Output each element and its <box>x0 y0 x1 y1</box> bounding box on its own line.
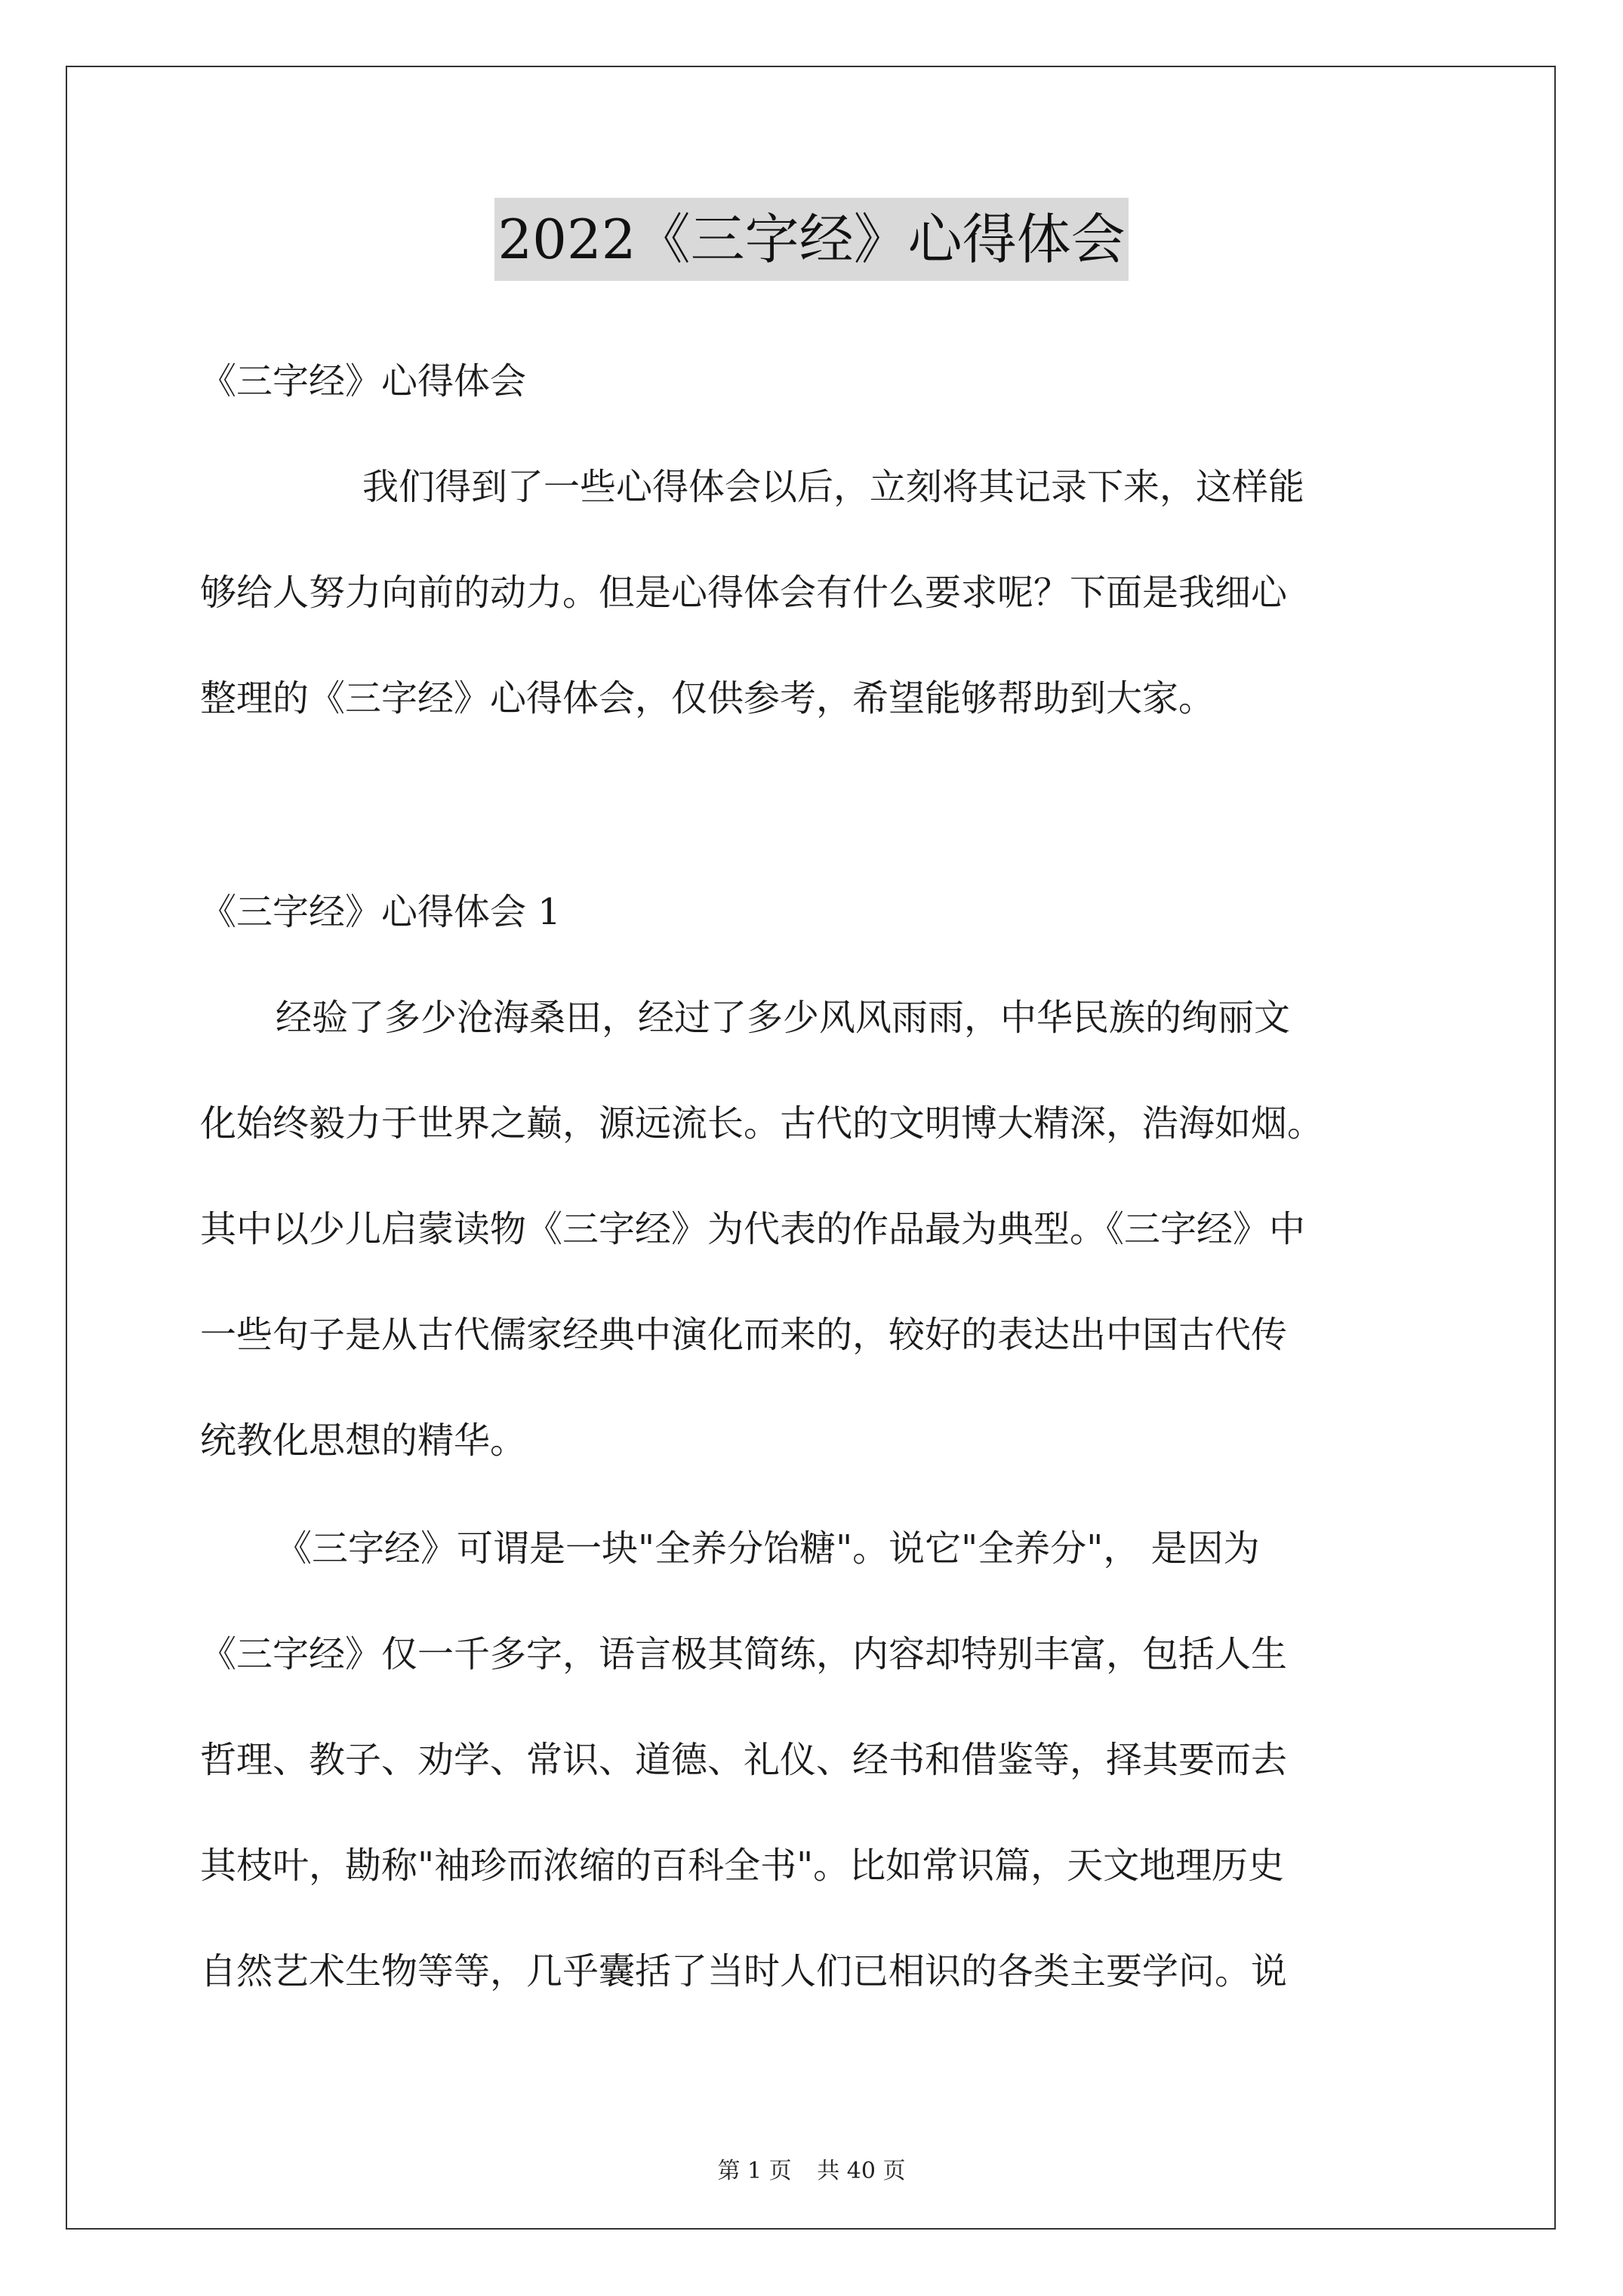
intro-line: 整理的《三字经》心得体会，仅供参考，希望能够帮助到大家。 <box>200 677 1215 720</box>
paragraph-line: 《三字经》可谓是一块"全养分饴糖"。说它"全养分"， 是因为 <box>276 1527 1260 1570</box>
section-heading: 《三字经》心得体会 1 <box>200 891 561 933</box>
paragraph-line: 统教化思想的精华。 <box>200 1419 527 1462</box>
page-number: 第 1 页 <box>717 2158 792 2184</box>
intro-line: 我们得到了一些心得体会以后，立刻将其记录下来，这样能 <box>362 466 1305 508</box>
paragraph-line: 《三字经》仅一千多字，语言极其简练，内容却特别丰富，包括人生 <box>200 1633 1288 1675</box>
document-title: 2022《三字经》心得体会 <box>494 198 1128 281</box>
paragraph-line: 一些句子是从古代儒家经典中演化而来的，较好的表达出中国古代传 <box>200 1314 1288 1356</box>
paragraph-line: 哲理、教子、劝学、常识、道德、礼仪、经书和借鉴等，择其要而去 <box>200 1739 1288 1781</box>
paragraph-line: 其枝叶，勘称"袖珍而浓缩的百科全书"。比如常识篇，天文地理历史 <box>200 1845 1285 1887</box>
document-subtitle: 《三字经》心得体会 <box>200 360 527 402</box>
paragraph-line: 化始终毅力于世界之巅，源远流长。古代的文明博大精深，浩海如烟。 <box>200 1102 1324 1145</box>
paragraph-line: 其中以少儿启蒙读物《三字经》为代表的作品最为典型。《三字经》中 <box>200 1208 1306 1250</box>
page-total: 共 40 页 <box>817 2158 906 2184</box>
page-footer <box>0 2152 1623 2185</box>
intro-line: 够给人努力向前的动力。但是心得体会有什么要求呢？下面是我细心 <box>200 572 1288 614</box>
title-container <box>0 198 1623 281</box>
paragraph-line: 经验了多少沧海桑田，经过了多少风风雨雨，中华民族的绚丽文 <box>276 997 1291 1039</box>
paragraph-line: 自然艺术生物等等，几乎囊括了当时人们已相识的各类主要学问。说 <box>200 1950 1288 1992</box>
